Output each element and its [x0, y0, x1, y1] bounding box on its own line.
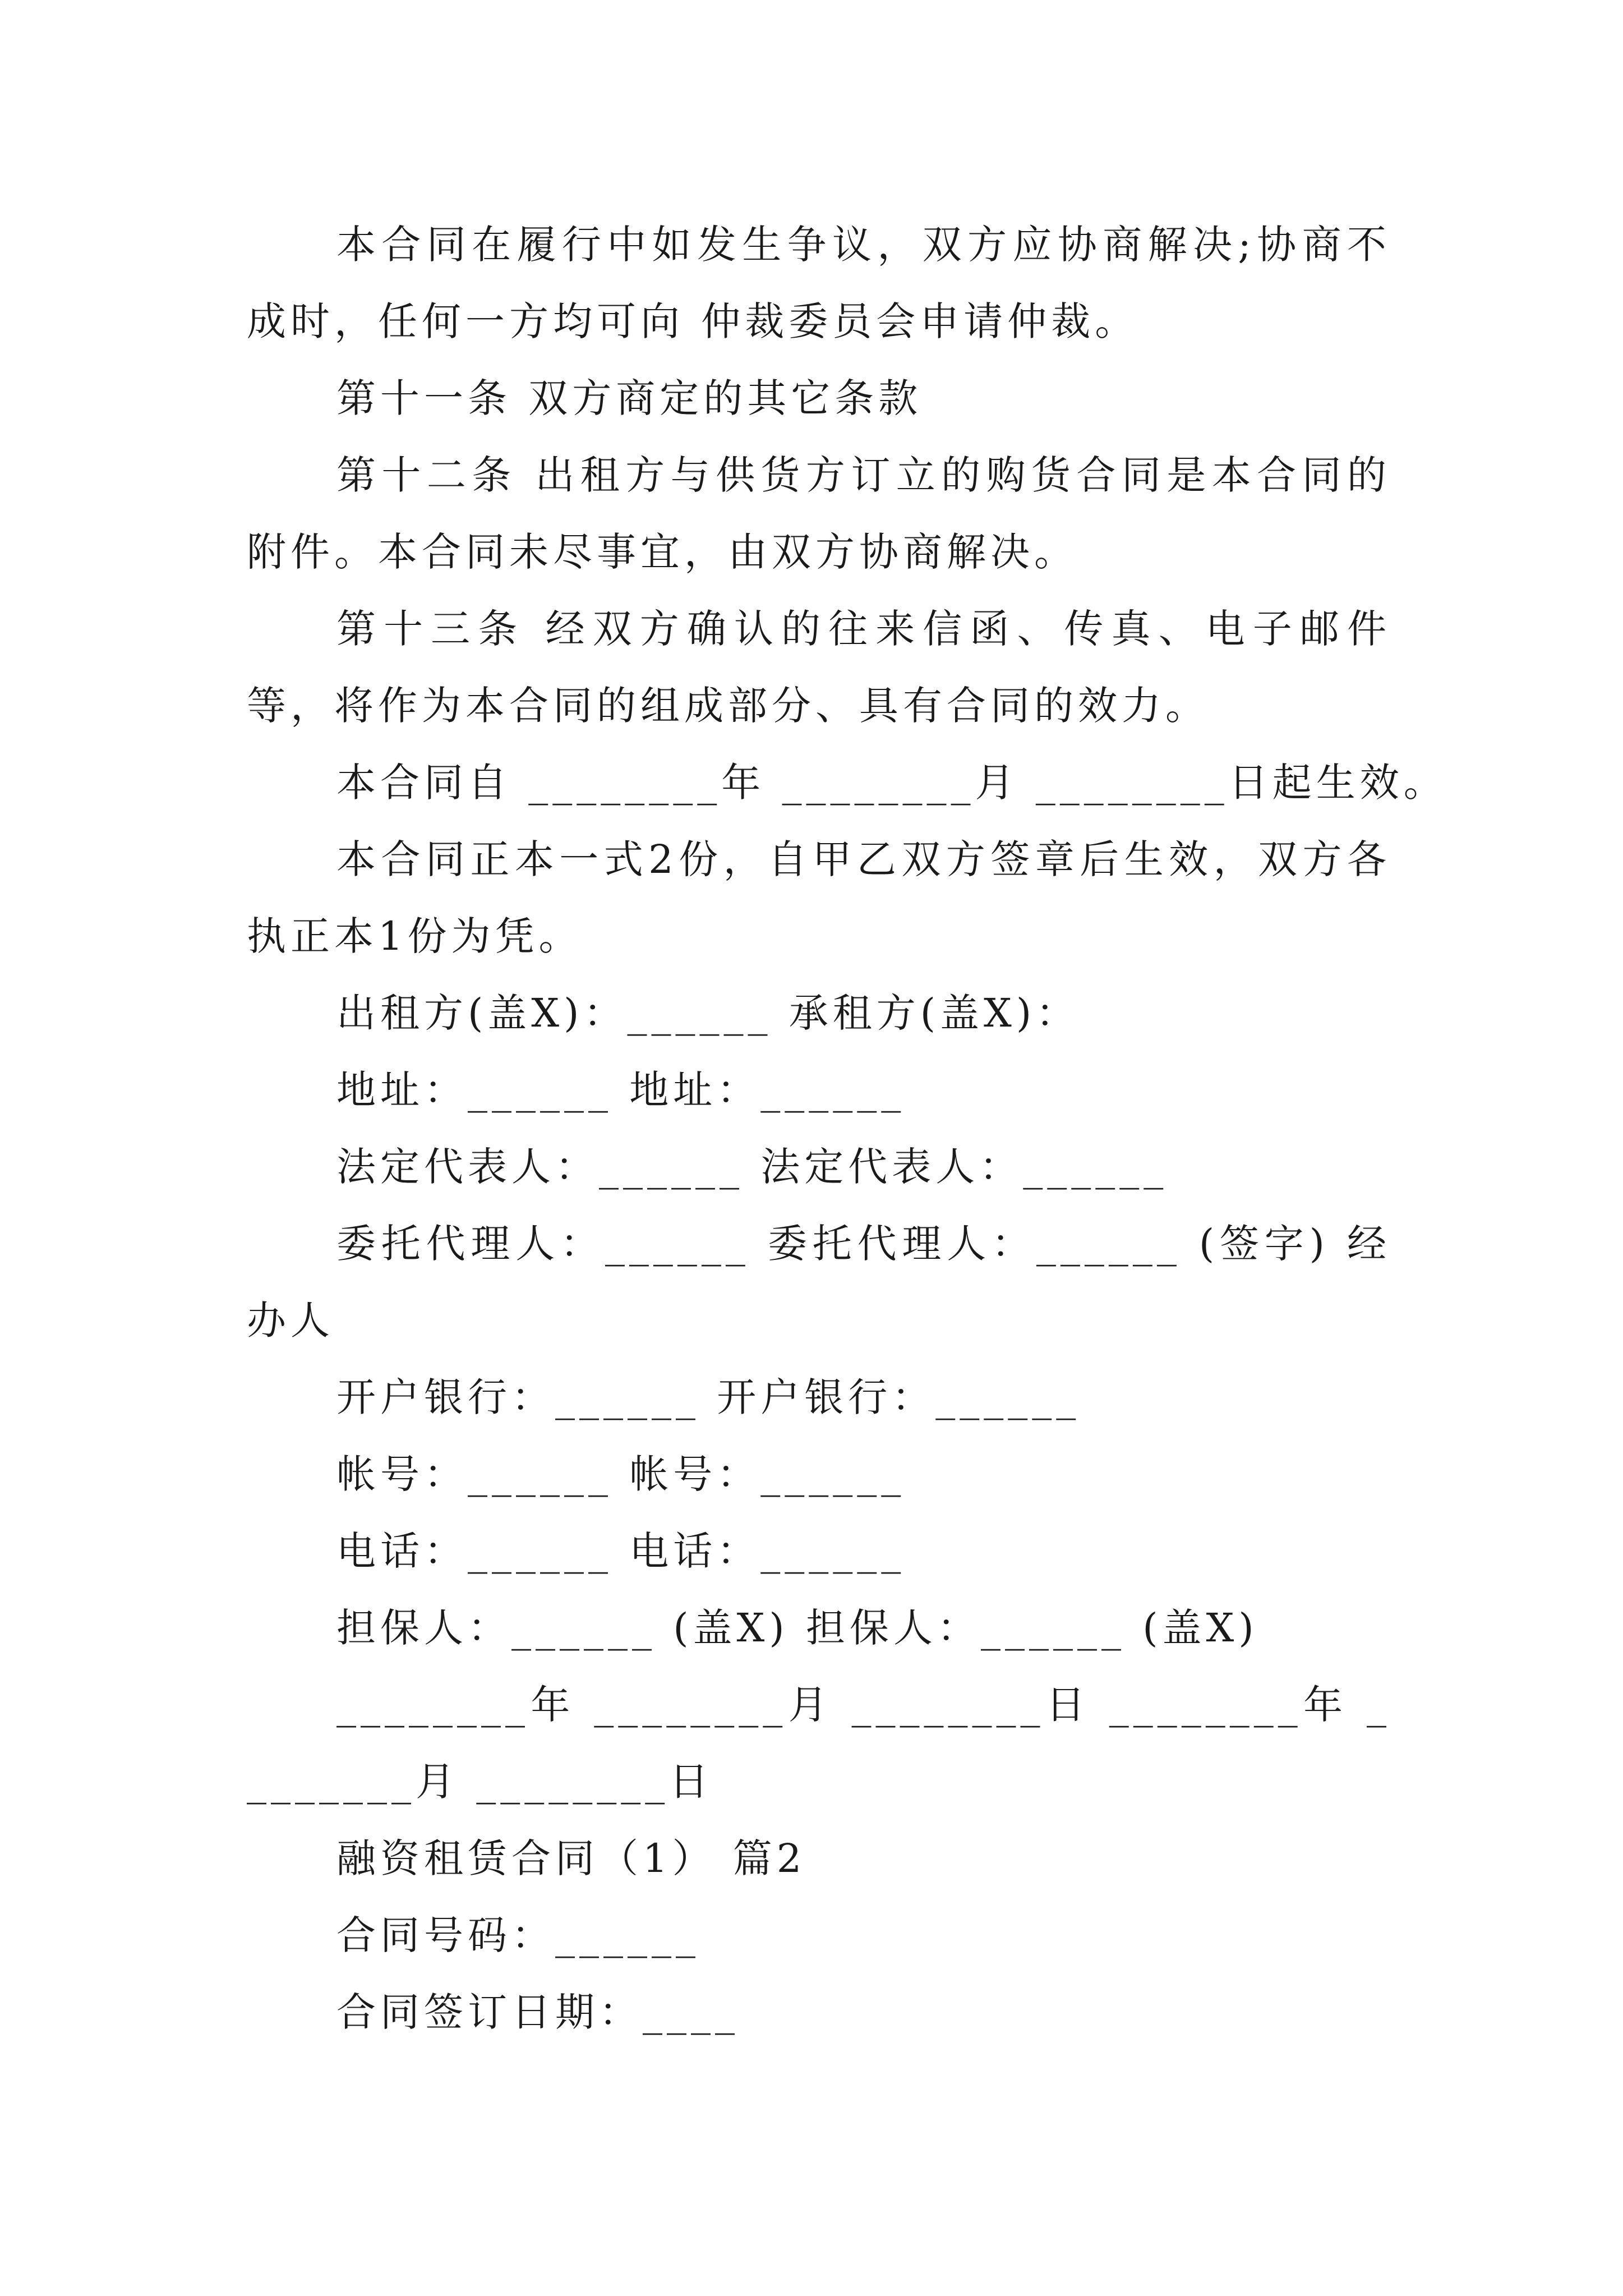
signature-legal-representative: 法定代表人：______ 法定代表人：______: [336, 1144, 1168, 1190]
signature-dates: ________年 ________月 ________日 ________年 ________月 ________日: [247, 1682, 1391, 1805]
document-page: [247, 206, 1447, 2051]
field-contract-number: 合同号码：______: [336, 1912, 700, 1958]
paragraph-article-11: 第十一条 双方商定的其它条款: [336, 375, 923, 421]
paragraph-dispute-resolution: 本合同在履行中如发生争议，双方应协商解决;协商不成时，任何一方均可向 仲裁委员会申请仲裁。: [247, 222, 1391, 344]
paragraph-article-12: 第十二条 出租方与供货方订立的购货合同是本合同的附件。本合同未尽事宜，由双方协商解决。: [247, 452, 1391, 575]
signature-account-number: 帐号：______ 帐号：______: [336, 1451, 906, 1497]
field-contract-sign-date: 合同签订日期：____: [336, 1989, 739, 2035]
signature-phone: 电话：______ 电话：______: [336, 1528, 906, 1574]
paragraph-copies: 本合同正本一式2份，自甲乙双方签章后生效，双方各执正本1份为凭。: [247, 836, 1391, 959]
signature-bank: 开户银行：______ 开户银行：______: [336, 1374, 1081, 1420]
signature-address: 地址：______ 地址：______: [336, 1067, 906, 1113]
signature-guarantor: 担保人：______ (盖X) 担保人：______ (盖X): [336, 1605, 1258, 1651]
paragraph-effective-date: 本合同自 ________年 ________月 ________日起生效。: [336, 760, 1447, 806]
paragraph-article-13: 第十三条 经双方确认的往来信函、传真、电子邮件等，将作为本合同的组成部分、具有合同的效力。: [247, 606, 1391, 729]
section-heading-part-2: 融资租赁合同（1） 篇2: [336, 1835, 806, 1881]
signature-lessor-lessee: 出租方(盖X)：______ 承租方(盖X)：: [336, 990, 1080, 1036]
signature-agent: 委托代理人：______ 委托代理人：______ (签字) 经办人: [247, 1221, 1391, 1343]
